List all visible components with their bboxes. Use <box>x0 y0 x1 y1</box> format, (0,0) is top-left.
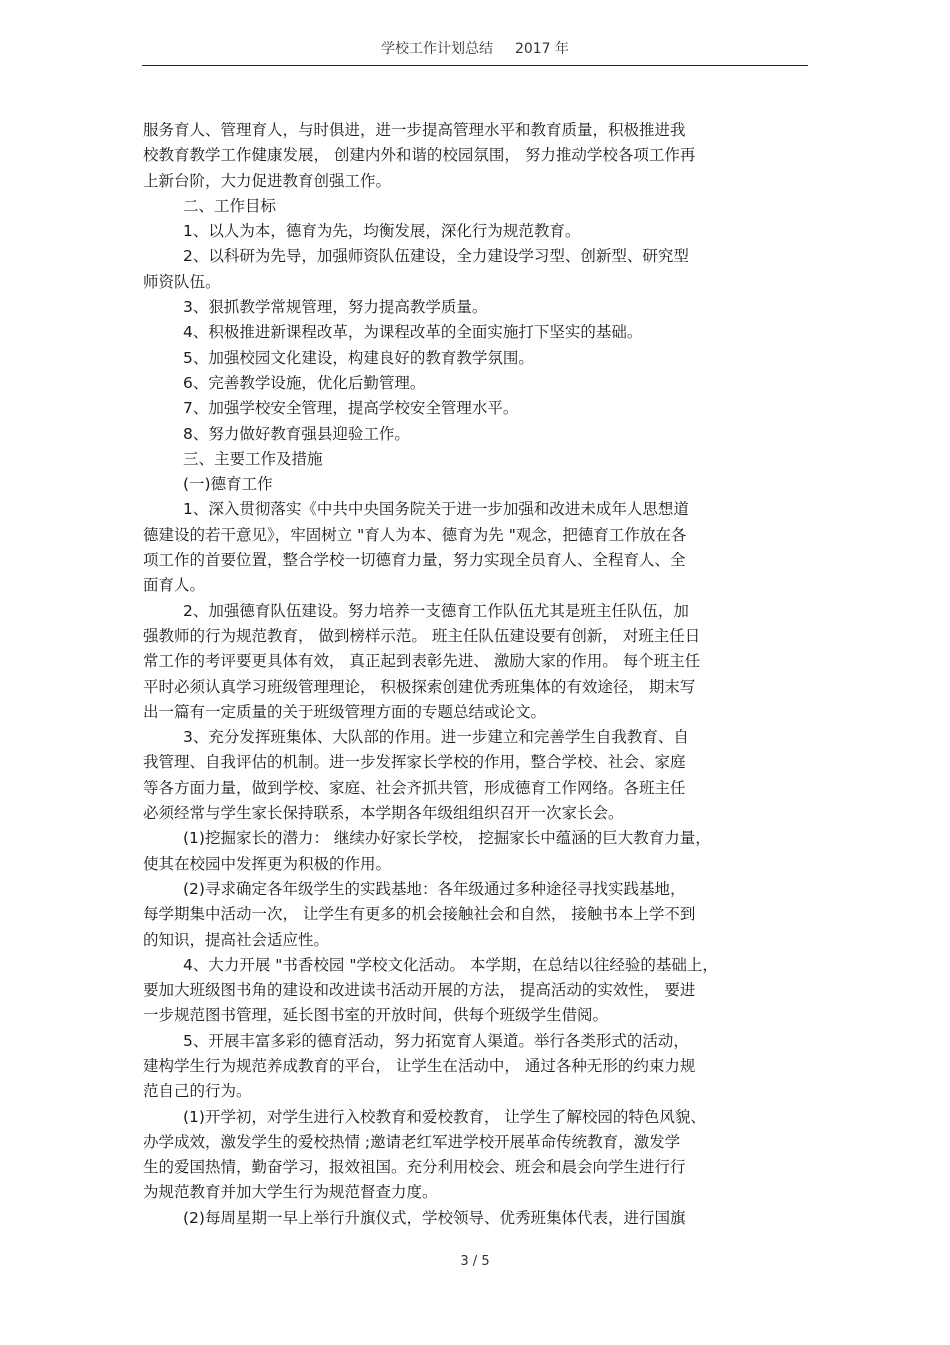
text-line: 德建设的若干意见》，牢固树立 "育人为本、德育为先 "观念，把德育工作放在各 <box>143 525 687 544</box>
text-line: 平时必须认真学习班级管理理论， 积极探索创建优秀班集体的有效途径， 期末写 <box>143 677 696 696</box>
header-divider <box>142 65 808 66</box>
page-number: 3 / 5 <box>460 1254 490 1269</box>
text-line: 面育人。 <box>143 576 206 595</box>
text-line: 办学成效，激发学生的爱校热情 ;邀请老红军进学校开展革命传统教育，激发学 <box>143 1132 681 1151</box>
text-line: 3、充分发挥班集体、大队部的作用。进一步建立和完善学生自我教育、自 <box>183 728 689 747</box>
text-line: 师资队伍。 <box>143 272 221 291</box>
document-body <box>143 118 811 1231</box>
text-line: 三、主要工作及措施 <box>183 449 323 468</box>
text-line: 出一篇有一定质量的关于班级管理方面的专题总结或论文。 <box>143 702 547 721</box>
text-line: 的知识，提高社会适应性。 <box>143 930 330 949</box>
text-line: 1、深入贯彻落实《中共中央国务院关于进一步加强和改进未成年人思想道 <box>183 500 689 519</box>
text-line: 常工作的考评要更具体有效， 真正起到表彰先进、 激励大家的作用。 每个班主任 <box>143 652 701 671</box>
text-line: 5、加强校园文化建设，构建良好的教育教学氛围。 <box>183 348 534 367</box>
text-line: 7、加强学校安全管理，提高学校安全管理水平。 <box>183 399 519 418</box>
text-line: 使其在校园中发挥更为积极的作用。 <box>143 854 392 873</box>
text-line: 等各方面力量，做到学校、家庭、社会齐抓共管，形成德育工作网络。各班主任 <box>143 778 686 797</box>
text-line: 4、大力开展 "书香校园 "学校文化活动。 本学期，在总结以往经验的基础上， <box>183 955 718 974</box>
text-line: 为规范教育并加大学生行为规范督查力度。 <box>143 1183 438 1202</box>
page-header <box>142 38 808 58</box>
text-line: 服务育人、管理育人，与时俱进，进一步提高管理水平和教育质量，积极推进我 <box>143 121 686 139</box>
text-line: 2、以科研为先导，加强师资队伍建设，全力建设学习型、创新型、研究型 <box>183 247 689 266</box>
text-line: 范自己的行为。 <box>143 1082 252 1101</box>
text-line: 2、加强德育队伍建设。努力培养一支德育工作队伍尤其是班主任队伍，加 <box>183 601 689 620</box>
text-line: 建构学生行为规范养成教育的平台， 让学生在活动中， 通过各种无形的约束力规 <box>143 1056 696 1075</box>
text-line: 项工作的首要位置，整合学校一切德育力量，努力实现全员育人、全程育人、全 <box>143 551 686 570</box>
text-line: (一)德育工作 <box>183 475 273 494</box>
text-line: 5、开展丰富多彩的德育活动，努力拓宽育人渠道。举行各类形式的活动， <box>183 1031 689 1050</box>
text-line: (2)每周星期一早上举行升旗仪式，学校领导、优秀班集体代表，进行国旗 <box>183 1208 686 1227</box>
text-line: 8、努力做好教育强县迎验工作。 <box>183 424 410 443</box>
text-line: 3、狠抓教学常规管理，努力提高教学质量。 <box>183 298 488 317</box>
text-line: (1)开学初，对学生进行入校教育和爱校教育， 让学生了解校园的特色风貌、 <box>183 1107 706 1126</box>
text-line: 上新台阶，大力促进教育创强工作。 <box>143 171 392 190</box>
text-line: 校教育教学工作健康发展， 创建内外和谐的校园氛围， 努力推动学校各项工作再 <box>143 146 696 165</box>
text-line: 一步规范图书管理，延长图书室的开放时间，供每个班级学生借阅。 <box>143 1006 609 1025</box>
text-line: 必须经常与学生家长保持联系，本学期各年级组组织召开一次家长会。 <box>143 804 624 823</box>
text-line: 生的爱国热情，勤奋学习，报效祖国。充分利用校会、班会和晨会向学生进行行 <box>143 1158 686 1177</box>
text-line: 强教师的行为规范教育， 做到榜样示范。 班主任队伍建设要有创新， 对班主任日 <box>143 626 701 645</box>
text-line: 每学期集中活动一次， 让学生有更多的机会接触社会和自然， 接触书本上学不到 <box>143 905 696 924</box>
text-line: (1)挖掘家长的潜力： 继续办好家长学校， 挖掘家长中蕴涵的巨大教育力量， <box>183 829 711 848</box>
header-title: 学校工作计划总结 <box>380 41 493 57</box>
text-line: 我管理、自我评估的机制。进一步发挥家长学校的作用，整合学校、社会、家庭 <box>143 753 686 772</box>
text-line: 1、以人为本，德育为先，均衡发展，深化行为规范教育。 <box>183 222 581 241</box>
text-line: 要加大班级图书角的建设和改进读书活动开展的方法， 提高活动的实效性， 要进 <box>143 981 696 1000</box>
text-line: 6、完善教学设施，优化后勤管理。 <box>183 373 426 392</box>
text-line: 二、工作目标 <box>183 196 277 215</box>
header-year: 2017 年 <box>514 41 570 57</box>
text-line: (2)寻求确定各年级学生的实践基地：各年级通过多种途径寻找实践基地， <box>183 879 686 898</box>
text-line: 4、积极推进新课程改革，为课程改革的全面实施打下坚实的基础。 <box>183 323 643 342</box>
